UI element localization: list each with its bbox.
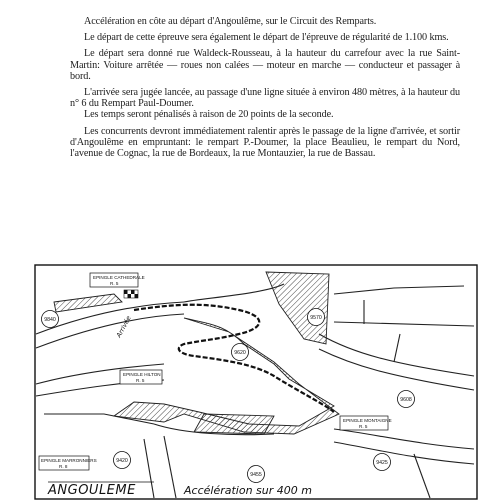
paragraph-finish: L'arrivée sera jugée lancée, au passage d'une ligne située à environ 480 mètres, à la hauteur du n° 6 du Rempart Paul-Doumer. xyxy=(70,87,460,110)
svg-text:9840: 9840 xyxy=(44,317,56,323)
svg-text:9420: 9420 xyxy=(116,458,128,464)
svg-text:9570: 9570 xyxy=(310,315,322,321)
svg-text:R. 5: R. 5 xyxy=(136,378,145,383)
paragraph-exit-route: Les concurrents devront immédiatement ralentir après le passage de la ligne d'arrivée, et sortir d'Angoulême en empruntant: le rempart P.-Doumer, la place Beaulieu, le rempart du Nord, l'avenue de Cognac, la rue de Bordeaux, la rue Montauzier, la rue de Bassau. xyxy=(70,125,460,160)
map-caption: Accélération sur 400 m xyxy=(184,484,312,497)
svg-text:9608: 9608 xyxy=(400,397,412,403)
svg-text:R. 8: R. 8 xyxy=(59,464,68,469)
course-map xyxy=(34,264,478,500)
svg-text:R. 5: R. 5 xyxy=(359,424,368,429)
marker-9840 xyxy=(42,311,59,328)
svg-text:EPINGLE HILTON: EPINGLE HILTON xyxy=(123,372,161,377)
start-flag-icon xyxy=(124,290,138,298)
marker-9620 xyxy=(232,344,249,361)
marker-9455 xyxy=(248,466,265,483)
svg-text:EPINGLE MARRONNIERS: EPINGLE MARRONNIERS xyxy=(41,458,97,463)
label-epingle-marronniers xyxy=(39,456,97,470)
marker-9570 xyxy=(308,309,325,326)
map-city-title: ANGOULEME xyxy=(48,483,136,498)
label-epingle-montaigne xyxy=(340,416,392,430)
paragraph-regularity: Le départ de cette épreuve sera également le départ de l'épreuve de régularité de 1.100 kms. xyxy=(84,32,449,44)
label-epingle-cathedrale xyxy=(90,273,145,287)
map-blocks xyxy=(54,272,339,434)
svg-text:EPINGLE MONTAIGNE: EPINGLE MONTAIGNE xyxy=(343,418,392,423)
paragraph-penalties: Les temps seront pénalisés à raison de 20 points de la seconde. xyxy=(84,109,334,121)
arrivee-label: Arrivée xyxy=(114,314,133,339)
marker-9608 xyxy=(398,391,415,408)
svg-text:9455: 9455 xyxy=(250,472,262,478)
marker-9425 xyxy=(374,454,391,471)
svg-text:EPINGLE CATHEDRALE: EPINGLE CATHEDRALE xyxy=(93,275,145,280)
svg-text:9620: 9620 xyxy=(234,350,246,356)
document-text xyxy=(70,16,460,164)
svg-text:R. 5: R. 5 xyxy=(110,281,119,286)
paragraph-intro: Accélération en côte au départ d'Angoulême, sur le Circuit des Remparts. xyxy=(84,16,377,27)
paragraph-start: Le départ sera donné rue Waldeck-Rousseau, à la hauteur du carrefour avec la rue Saint-Martin: Voiture arrêtée — roues non calées — moteur en marche — conducteur et passager à bord. xyxy=(70,48,460,82)
marker-9420 xyxy=(114,452,131,469)
label-epingle-hilton xyxy=(120,370,162,384)
svg-text:9425: 9425 xyxy=(376,460,388,466)
course-map-drawing xyxy=(34,264,478,500)
